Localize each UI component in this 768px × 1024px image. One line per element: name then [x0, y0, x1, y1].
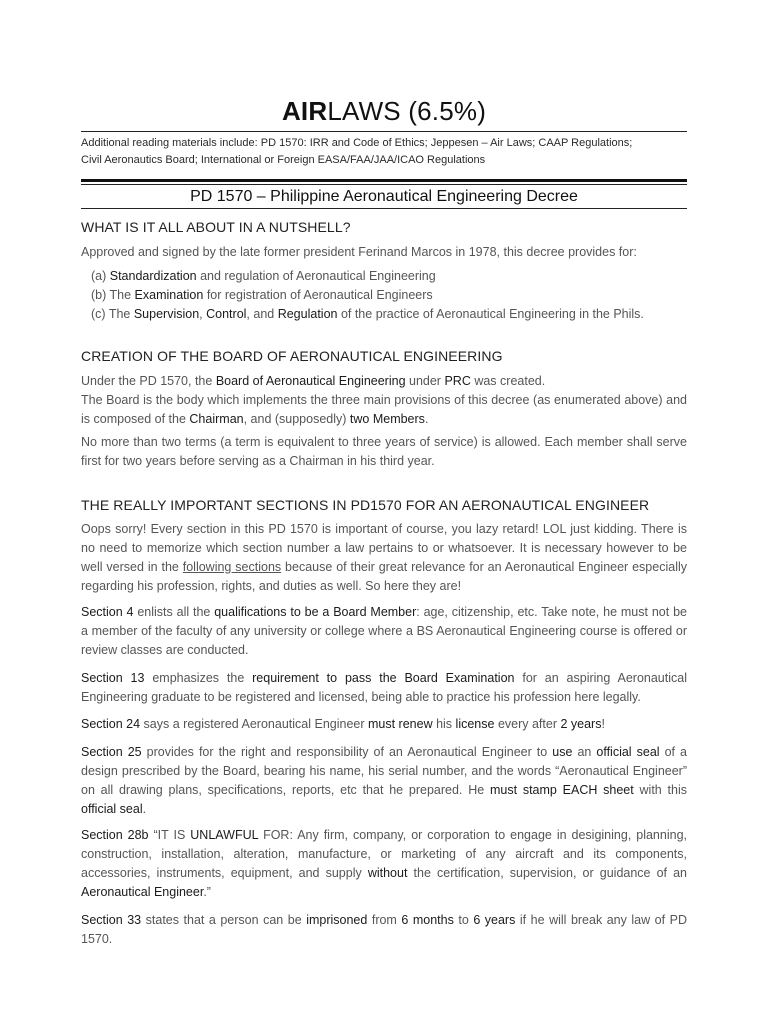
title-bold: AIR: [281, 96, 328, 126]
note-line-1: Additional reading materials include: PD 1570: IRR and Code of Ethics; Jeppesen – Air Laws; CAAP Regulations;: [81, 137, 633, 149]
nutshell-intro: Approved and signed by the late former president Ferinand Marcos in 1978, this decree provides for:: [81, 245, 637, 259]
list-item: (a) Standardization and regulation of Aeronautical Engineering: [91, 269, 436, 283]
important-heading: THE REALLY IMPORTANT SECTIONS IN PD1570 FOR AN AERONAUTICAL ENGINEER: [81, 497, 650, 513]
list-item: (c) The Supervision, Control, and Regulation of the practice of Aeronautical Engineering in the Phils.: [91, 307, 644, 321]
board-paragraph-2: No more than two terms (a term is equivalent to three years of service) is allowed. Each member shall serve first for two years before serving as a Chairman in his third year.: [81, 435, 687, 468]
nutshell-heading: WHAT IS IT ALL ABOUT IN A NUTSHELL?: [81, 219, 351, 235]
important-intro: Oops sorry! Every section in this PD 1570 is important of course, you lazy retard! LOL just kidding. There is no need to memorize which section number a law pertains to or whatsoever. It is necessary however to be well versed in the following sections because of their great relevance for an Aeronautical Engineer especially regarding his profession, rights, and duties as well. So here they are!: [81, 522, 687, 593]
note-line-2: Civil Aeronautics Board; International or Foreign EASA/FAA/JAA/ICAO Regulations: [81, 154, 486, 166]
list-item: (b) The Examination for registration of Aeronautical Engineers: [91, 288, 433, 302]
section-33-paragraph: Section 33 states that a person can be imprisoned from 6 months to 6 years if he will break any law of PD 1570.: [81, 913, 687, 946]
board-paragraph-1: Under the PD 1570, the Board of Aeronautical Engineering under PRC was created. The Board is the body which implements the three main provisions of this decree (as enumerated above) and is composed of the Chairman, and (supposedly) two Members.: [81, 374, 687, 426]
section-divider-thin: [81, 184, 687, 185]
section-divider-thick: [81, 179, 687, 182]
title-divider: [81, 131, 687, 132]
page-title: [81, 96, 687, 127]
section-24-paragraph: Section 24 says a registered Aeronautical Engineer must renew his license every after 2 years!: [81, 717, 605, 731]
section-title: PD 1570 – Philippine Aeronautical Engineering Decree: [190, 188, 578, 205]
provisions-list: [91, 267, 687, 324]
section-4-paragraph: Section 4 enlists all the qualifications to be a Board Member: age, citizenship, etc. Take note, he must not be a member of the faculty of any university or college where a BS Aeronautical Engineering course is offered or review classes are conducted.: [81, 605, 687, 657]
section-title-underline: [81, 208, 687, 209]
section-13-paragraph: Section 13 emphasizes the requirement to pass the Board Examination for an aspiring Aeronautical Engineering graduate to be registered and licensed, being able to practice his profession here legally.: [81, 671, 687, 704]
reading-materials-note: [81, 135, 687, 169]
board-heading: CREATION OF THE BOARD OF AERONAUTICAL ENGINEERING: [81, 348, 503, 364]
section-25-paragraph: Section 25 provides for the right and responsibility of an Aeronautical Engineer to use an official seal of a design prescribed by the Board, bearing his name, his serial number, and the words “Aeronautical Engineer” on all drawing plans, specifications, reports, etc that he prepared. He must stamp EACH sheet with this official seal.: [81, 745, 687, 816]
section-28b-paragraph: Section 28b “IT IS UNLAWFUL FOR: Any firm, company, or corporation to engage in desigining, planning, construction, installation, alteration, manufacture, or marketing of any aircraft and its components, accessories, instruments, equipment, and supply without the certification, supervision, or guidance of an Aeronautical Engineer.”: [81, 828, 688, 899]
title-rest: LAWS (6.5%): [327, 96, 487, 126]
